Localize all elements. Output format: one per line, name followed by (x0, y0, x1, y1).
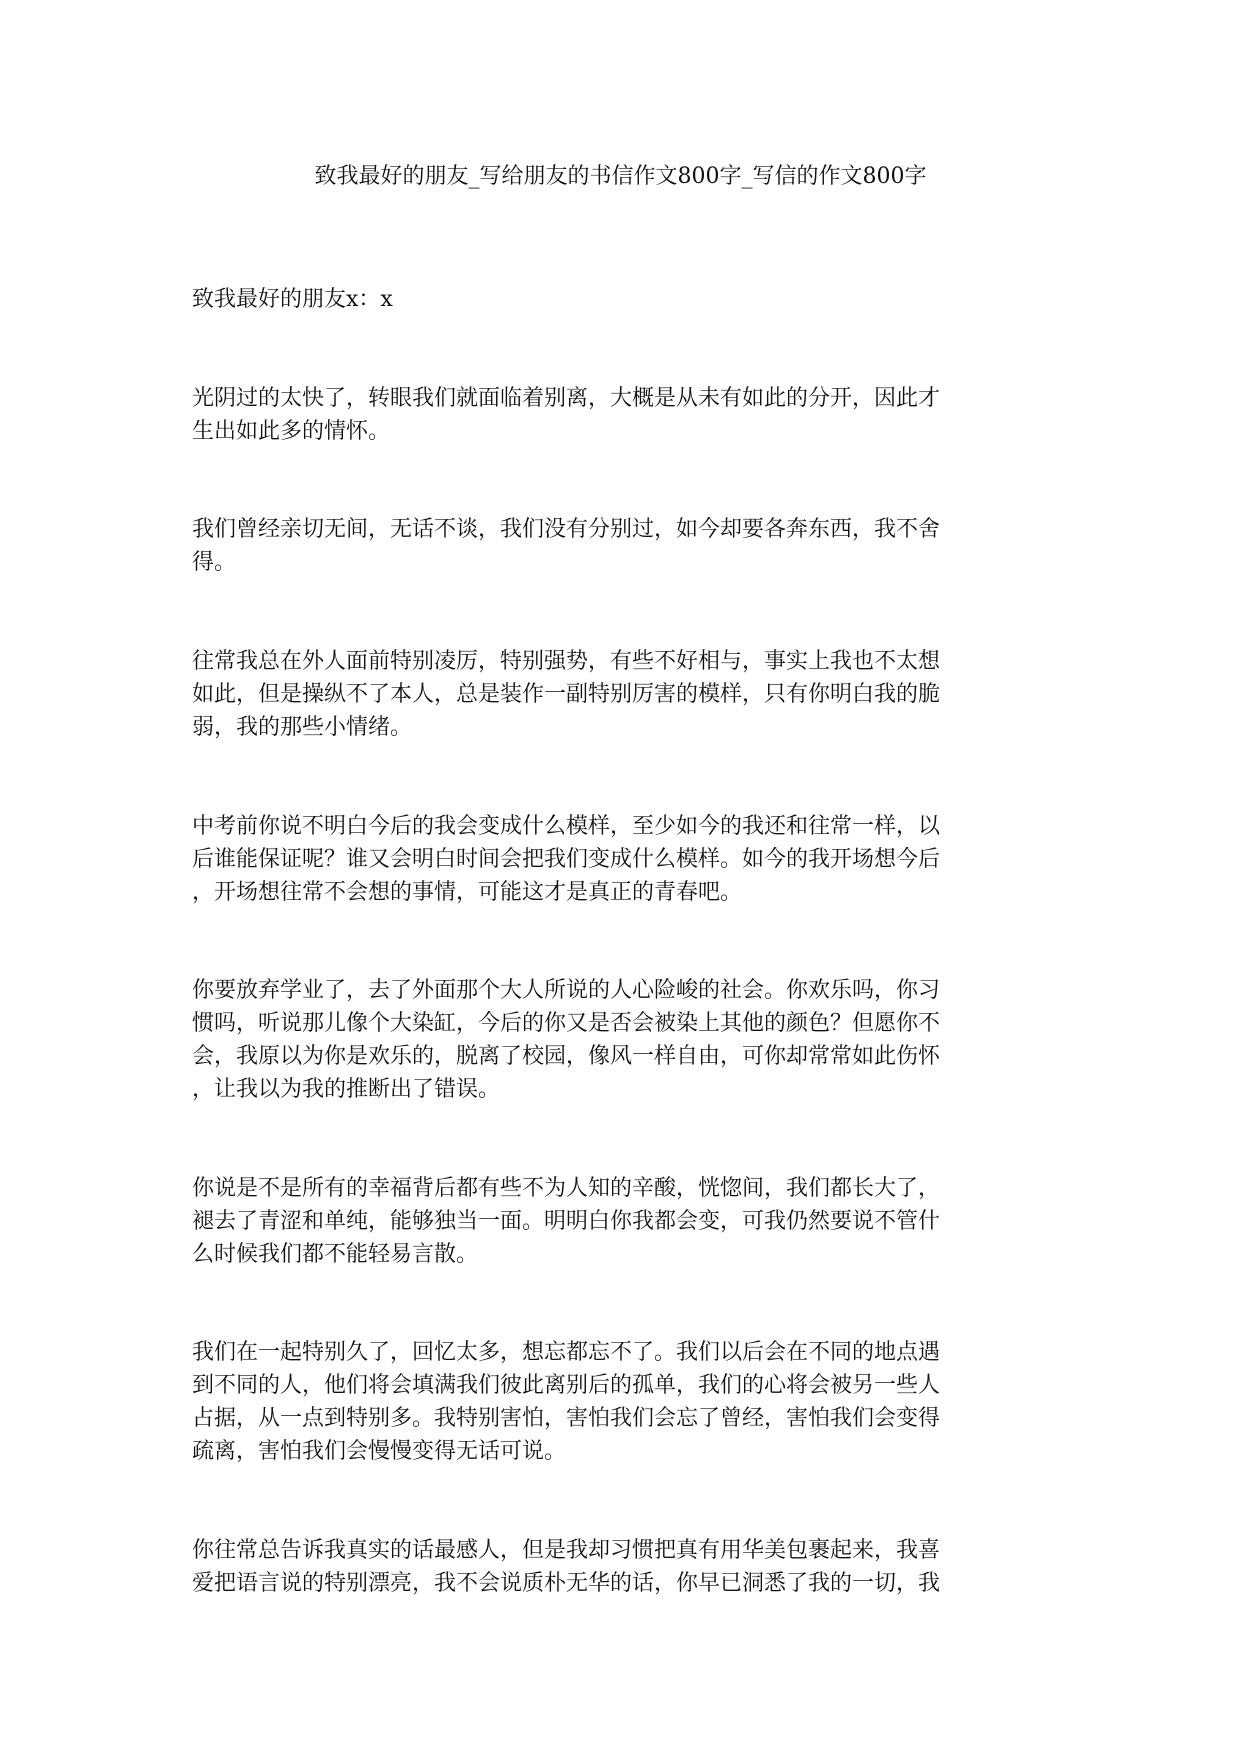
paragraph-line: ，让我以为我的推断出了错误。 (192, 1077, 501, 1102)
paragraph-line: 我们曾经亲切无间，无话不谈，我们没有分别过，如今却要各奔东西，我不舍 (192, 517, 941, 542)
paragraph-line: 惯吗，听说那儿像个大染缸，今后的你又是否会被染上其他的颜色？但愿你不 (192, 1011, 941, 1036)
paragraph-line: 弱，我的那些小情绪。 (192, 715, 413, 740)
paragraph-line: ，开场想往常不会想的事情，可能这才是真正的青春吧。 (192, 880, 743, 905)
paragraph-5 (192, 974, 1052, 1106)
paragraph-2 (192, 513, 1052, 579)
document-title: 致我最好的朋友_写给朋友的书信作文800字_写信的作文800字 (314, 164, 927, 189)
paragraph-line: 到不同的人，他们将会填满我们彼此离别后的孤单，我们的心将会被另一些人 (192, 1373, 941, 1398)
paragraph-8 (192, 1534, 1052, 1600)
paragraph-line: 中考前你说不明白今后的我会变成什么模样，至少如今的我还和往常一样，以 (192, 814, 941, 839)
paragraph-line: 会，我原以为你是欢乐的，脱离了校园，像风一样自由，可你却常常如此伤怀 (192, 1044, 941, 1069)
paragraph-line: 么时候我们都不能轻易言散。 (192, 1242, 479, 1267)
paragraph-line: 占据，从一点到特别多。我特别害怕，害怕我们会忘了曾经，害怕我们会变得 (192, 1406, 941, 1431)
paragraph-line: 如此，但是操纵不了本人，总是装作一副特别厉害的模样，只有你明白我的脆 (192, 682, 941, 707)
paragraph-line: 褪去了青涩和单纯，能够独当一面。明明白你我都会变，可我仍然要说不管什 (192, 1209, 941, 1234)
paragraph-line: 爱把语言说的特别漂亮，我不会说质朴无华的话，你早已洞悉了我的一切，我 (192, 1571, 941, 1596)
paragraph-line: 我们在一起特别久了，回忆太多，想忘都忘不了。我们以后会在不同的地点遇 (192, 1340, 941, 1365)
paragraph-line: 你往常总告诉我真实的话最感人，但是我却习惯把真有用华美包裹起来，我喜 (192, 1538, 941, 1563)
paragraph-salutation (192, 283, 1052, 316)
paragraph-line: 光阴过的太快了，转眼我们就面临着别离，大概是从未有如此的分开，因此才 (192, 386, 941, 411)
paragraph-line: 得。 (192, 550, 237, 575)
paragraph-1 (192, 382, 1052, 448)
paragraph-3 (192, 645, 1052, 744)
paragraph-line: 往常我总在外人面前特别凌厉，特别强势，有些不好相与，事实上我也不太想 (192, 649, 941, 674)
paragraph-6 (192, 1172, 1052, 1271)
paragraph-line: 生出如此多的情怀。 (192, 419, 391, 444)
paragraph-line: 后谁能保证呢？谁又会明白时间会把我们变成什么模样。如今的我开场想今后 (192, 847, 941, 872)
paragraph-line: 你说是不是所有的幸福背后都有些不为人知的辛酸，恍惚间，我们都长大了， (192, 1176, 941, 1201)
paragraph-line: 致我最好的朋友x：x (192, 287, 393, 312)
paragraph-line: 你要放弃学业了，去了外面那个大人所说的人心险峻的社会。你欢乐吗，你习 (192, 978, 941, 1003)
paragraph-line: 疏离，害怕我们会慢慢变得无话可说。 (192, 1439, 567, 1464)
paragraph-4 (192, 810, 1052, 909)
paragraph-7 (192, 1336, 1052, 1468)
